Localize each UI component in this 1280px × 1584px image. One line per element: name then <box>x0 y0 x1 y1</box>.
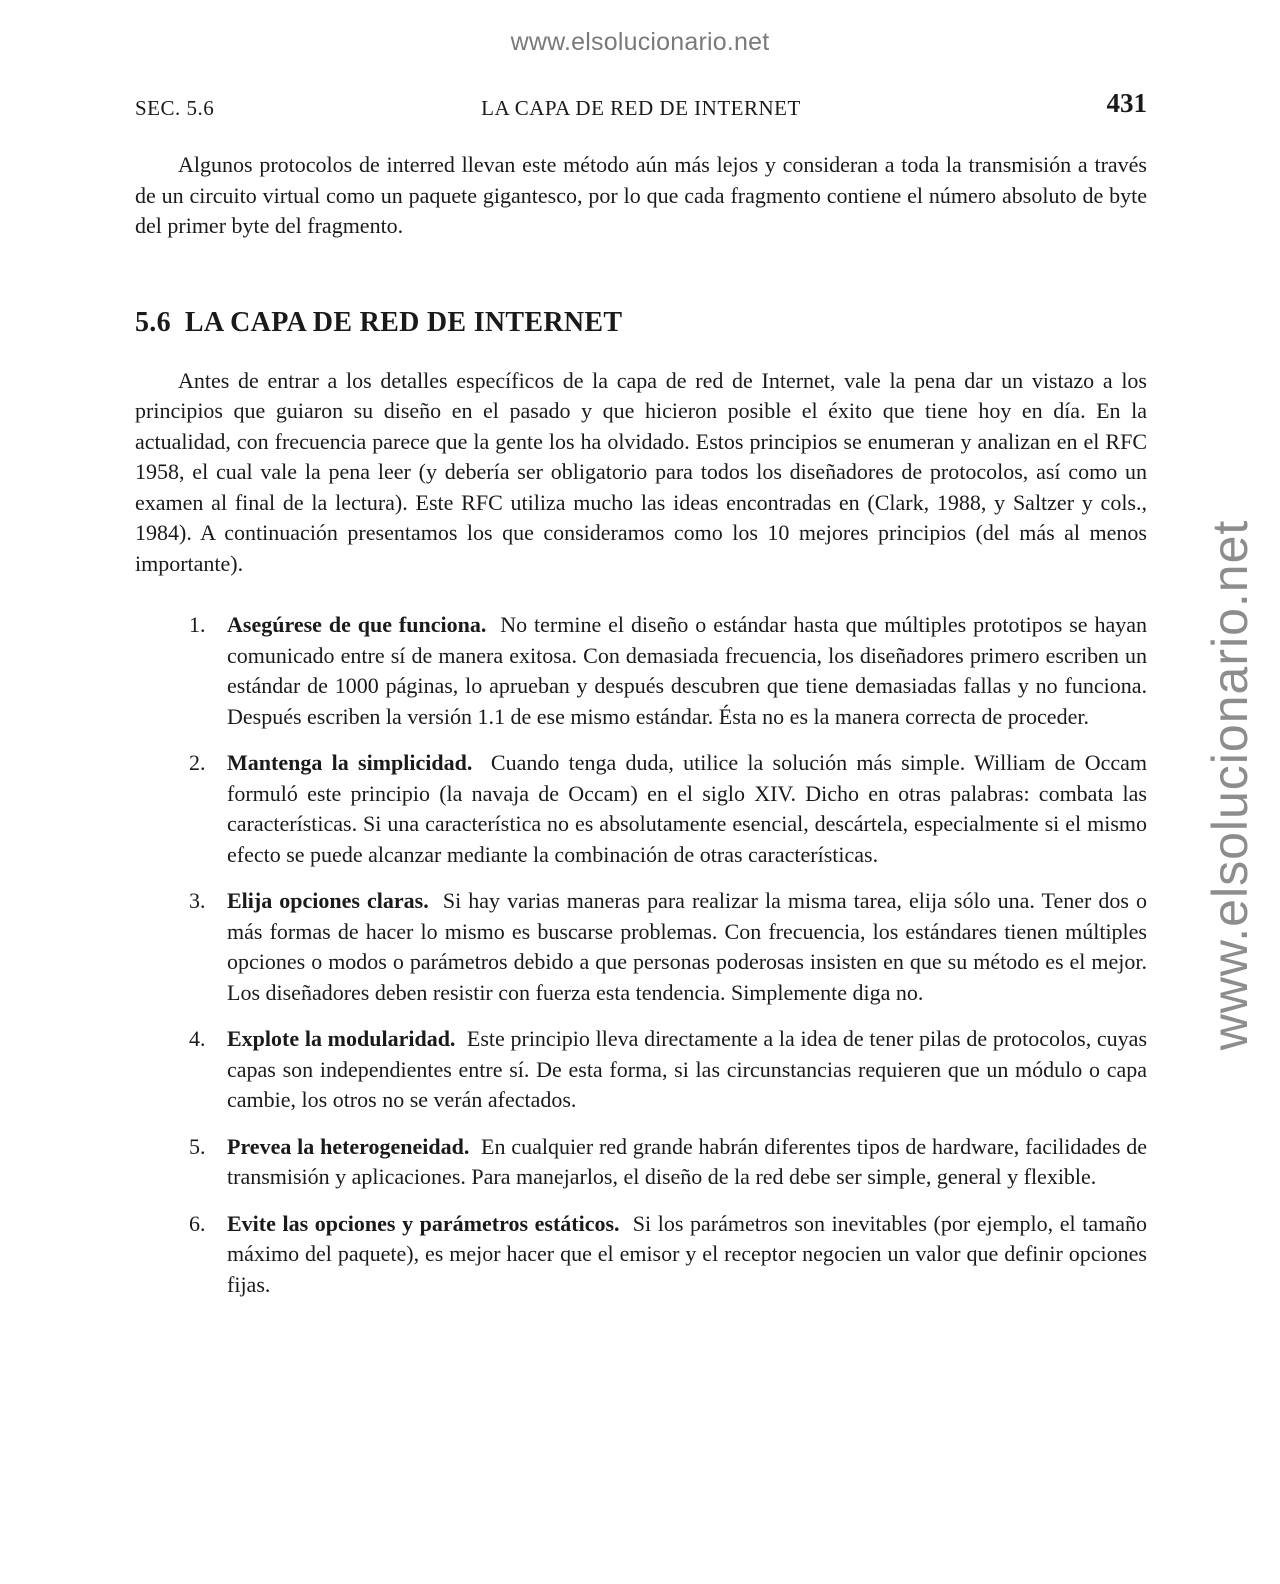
list-item-number: 1. <box>189 612 206 637</box>
list-item <box>135 886 1147 1008</box>
list-item-number: 4. <box>189 1026 206 1051</box>
list-item-title: Evite las opciones y parámetros estáticos. <box>227 1210 620 1236</box>
list-item <box>135 1024 1147 1116</box>
list-item <box>135 1132 1147 1193</box>
list-item <box>135 748 1147 870</box>
list-item-text: Si los parámetros son inevitables (por ejemplo, el tamaño máximo del paquete), es mejor hacer que el emisor y el receptor negocien un valor que definir opciones fijas. <box>227 1210 1147 1297</box>
list-item-text: En cualquier red grande habrán diferentes tipos de hardware, facilidades de transmisión y aplicaciones. Para manejarlos, el diseño de la red debe ser simple, general y flexible. <box>227 1133 1147 1189</box>
list-item-text: Si hay varias maneras para realizar la misma tarea, elija sólo una. Tener dos o más formas de hacer lo mismo es buscarse problemas. Con frecuencia, los estándares tienen múltiples opciones o modos o parámetros debido a que personas poderosas insisten en que su método es el mejor. Los diseñadores deben resistir con fuerza esta tendencia. Simplemente diga no. <box>227 888 1147 1005</box>
running-head <box>135 88 1147 124</box>
list-item-number: 6. <box>189 1210 206 1236</box>
watermark-top: www.elsolucionario.net <box>510 28 770 56</box>
list-item <box>135 610 1147 732</box>
section-number: 5.6 <box>135 306 171 338</box>
page-number: 431 <box>1106 88 1147 118</box>
list-item-title: Explote la modularidad. <box>227 1026 456 1051</box>
page-content <box>135 150 1147 1300</box>
list-item-number: 3. <box>189 888 206 913</box>
running-head-section: SEC. 5.6 <box>135 96 215 120</box>
list-item-text: No termine el diseño o estándar hasta que múltiples prototipos se hayan comunicado entre sí de manera exitosa. Con demasiada frecuencia, los diseñadores primero escriben un estándar de 1000 páginas, lo aprueban y después descubren que tiene demasiadas fallas y no funciona. Después escriben la versión 1.1 de ese mismo estándar. Ésta no es la manera correcta de proceder. <box>227 612 1148 729</box>
section-paragraph: Antes de entrar a los detalles específicos de la capa de red de Internet, vale la pena dar un vistazo a los principios que guiaron su diseño en el pasado y que hicieron posible el éxito que tiene hoy en día. En la actualidad, con frecuencia parece que la gente los ha olvidado. Estos principios se enumeran y analizan en el RFC 1958, el cual vale la pena leer (y debería ser obligatorio para todos los diseñadores de protocolos, así como un examen al final de la lectura). Este RFC utiliza mucho las ideas encontradas en (Clark, 1988, y Saltzer y cols., 1984). A continuación presentamos los que consideramos como los 10 mejores principios (del más al menos importante). <box>135 367 1147 576</box>
intro-paragraph: Algunos protocolos de interred llevan este método aún más lejos y consideran a toda la transmisión a través de un circuito virtual como un paquete gigantesco, por lo que cada fragmento contiene el número absoluto de byte del primer byte del fragmento. <box>135 152 1147 238</box>
list-item-title: Mantenga la simplicidad. <box>227 750 473 775</box>
running-head-title: LA CAPA DE RED DE INTERNET <box>481 96 801 120</box>
list-item-text: Este principio lleva directamente a la idea de tener pilas de protocolos, cuyas capas son independientes entre sí. De esta forma, si las circunstancias requieren que un módulo o capa cambie, los otros no se verán afectados. <box>227 1026 1148 1112</box>
list-item <box>135 1209 1147 1301</box>
list-item-title: Prevea la heterogeneidad. <box>227 1133 470 1159</box>
list-item-title: Asegúrese de que funciona. <box>227 612 487 637</box>
watermark-side: www.elsolucionario.net <box>1202 519 1258 1051</box>
list-item-title: Elija opciones claras. <box>227 888 429 913</box>
list-item-number: 5. <box>189 1133 206 1159</box>
section-title: LA CAPA DE RED DE INTERNET <box>184 306 623 338</box>
list-item-text: Cuando tenga duda, utilice la solución más simple. William de Occam formuló este principio (la navaja de Occam) en el siglo XIV. Dicho en otras palabras: combata las características. Si una característica no es absolutamente esencial, descártela, especialmente si el mismo efecto se puede alcanzar mediante la combinación de otras características. <box>227 750 1147 867</box>
principles-list <box>135 610 1147 1300</box>
section-heading <box>135 306 1147 340</box>
list-item-number: 2. <box>189 750 206 775</box>
